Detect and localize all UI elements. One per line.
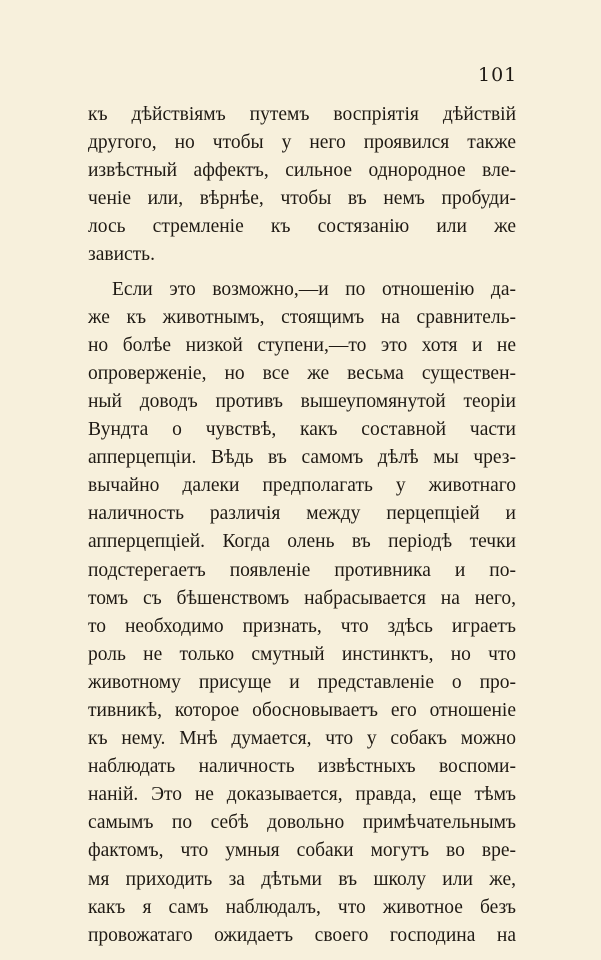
text-line: къ нему. Мнѣ думается, что у собакъ можно: [88, 728, 516, 750]
page-text: [88, 101, 516, 950]
text-line: то необходимо признать, что здѣсь играетъ: [88, 615, 516, 637]
text-line: ченіе или, вѣрнѣе, чтобы въ немъ пробуди-: [88, 188, 516, 210]
paragraph-2: [88, 276, 516, 950]
text-line: фактомъ, что умныя собаки могутъ во вре-: [88, 840, 516, 862]
paragraph-1: [88, 101, 516, 270]
text-line: апперцепціи. Вѣдь въ самомъ дѣлѣ мы чрез-: [88, 447, 516, 469]
text-line: апперцепціей. Когда олень въ періодѣ течки: [88, 531, 516, 553]
text-line: мя приходить за дѣтьми въ школу или же,: [88, 868, 516, 890]
text-line: наній. Это не доказывается, правда, еще тѣмъ: [88, 784, 516, 806]
text-line: извѣстный аффектъ, сильное однородное вле-: [88, 160, 516, 182]
text-line: провожатаго ожидаетъ своего господина на: [88, 924, 516, 946]
text-line: животному присуще и представленіе о про-: [88, 671, 516, 693]
text-line: другого, но чтобы у него проявился также: [88, 132, 516, 154]
text-line: зависть.: [88, 244, 155, 266]
text-line: какъ я самъ наблюдалъ, что животное безъ: [88, 896, 516, 918]
text-line: опроверженіе, но все же весьма существен-: [88, 362, 516, 384]
page-number: 101: [478, 64, 518, 86]
text-line: наблюдать наличность извѣстныхъ воспоми-: [88, 756, 516, 778]
text-line: къ дѣйствіямъ путемъ воспріятія дѣйствій: [88, 104, 516, 125]
text-line: самымъ по себѣ довольно примѣчательнымъ: [88, 812, 516, 834]
text-line: наличность различія между перцепціей и: [88, 503, 516, 525]
text-line: Вундта о чувствѣ, какъ составной части: [88, 419, 516, 441]
text-line: роль не только смутный инстинктъ, но что: [88, 643, 516, 665]
text-line: же къ животнымъ, стоящимъ на сравнитель-: [88, 306, 516, 328]
text-line: лось стремленіе къ состязанію или же: [88, 216, 516, 238]
text-line: тивникѣ, которое обосновываетъ его отношеніе: [88, 699, 516, 721]
text-line: Если это возможно,—и по отношенію да-: [112, 278, 516, 300]
text-line: ный доводъ противъ вышеупомянутой теоріи: [88, 390, 516, 412]
text-line: подстерегаетъ появленіе противника и по-: [88, 559, 516, 581]
text-line: но болѣе низкой ступени,—то это хотя и не: [88, 334, 516, 356]
text-line: вычайно далеки предполагать у животнаго: [88, 475, 516, 497]
text-line: томъ съ бѣшенствомъ набрасывается на него,: [88, 587, 516, 609]
